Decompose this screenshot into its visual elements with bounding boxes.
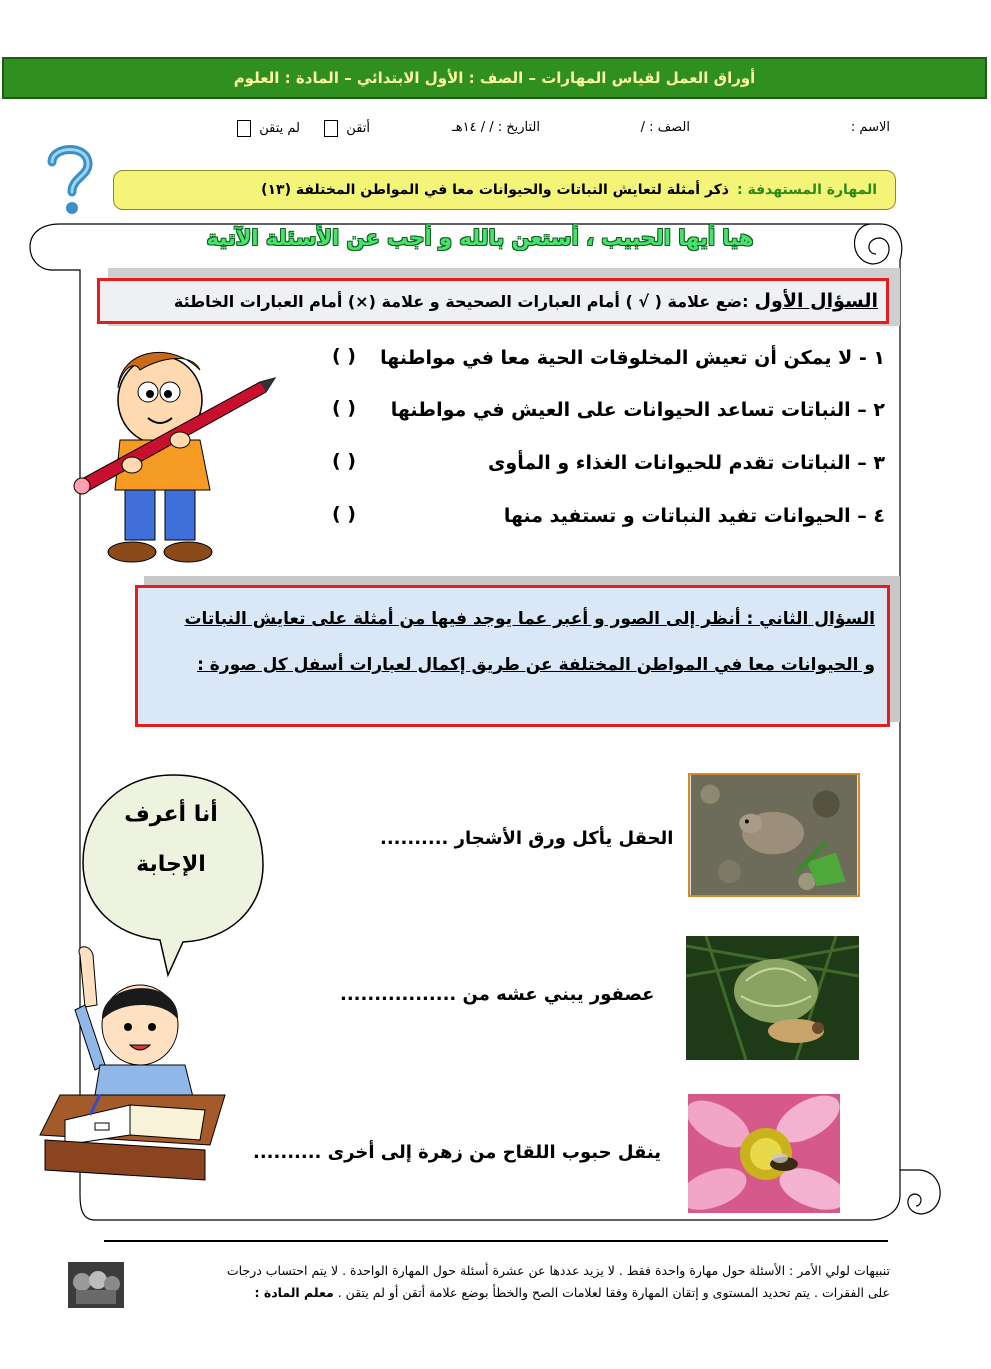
bubble-text [96,790,246,890]
statement-row [325,446,885,480]
parent-notes-line-2 [130,1282,890,1304]
fill-in-sentence: عصفور يبني عشه من ................. [340,984,655,1005]
footer-logo-icon [68,1262,124,1308]
mouse-photo [688,773,860,897]
statement-row [325,393,885,427]
footer-divider [104,1240,888,1242]
motto-heading: هيا أيها الحبيب ، أستعن بالله و أجب عن الأسئلة الآتية [206,226,754,250]
target-skill-label: المهارة المستهدفة : [737,182,877,198]
worksheet-title: أوراق العمل لقياس المهارات – الصف : الأول الابتدائي – المادة : العلوم [233,69,756,87]
parent-notes-line-2-text: على الفقرات . يتم تحديد المستوى و إتقان المهارة وفقا لعلامات الصح والخطأ بوضع علامة أتقن أو لم يتقن . [337,1285,890,1300]
statement-text: ١ - لا يمكن أن تعيش المخلوقات الحية معا في مواطنها [380,347,885,369]
answer-blank[interactable]: ( ) [332,450,356,472]
q2-line-2: و الحيوانات معا في المواطن المختلفة عن طريق إكمال لعبارات أسفل كل صورة : [197,655,875,675]
date-label: التاريخ : / / ١٤هـ [451,120,540,135]
statement-text: ٤ – الحيوانات تفيد النباتات و تستفيد منها [503,505,885,527]
teacher-label: معلم المادة : [254,1285,334,1300]
answer-blank[interactable]: ( ) [332,397,356,419]
not-mastered-label: لم يتقن [259,121,300,136]
target-skill-text: ذكر أمثلة لتعايش النباتات والحيوانات معا في المواطن المختلفة (١٣) [261,182,729,198]
parent-notes [130,1260,890,1304]
statement-row [325,341,885,375]
q2-line-1: السؤال الثاني : أنظر إلى الصور و أعبر عما يوجد فيها من أمثلة على تعايش النباتات [184,609,875,629]
q1-title: السؤال الأول [754,290,878,312]
mastered-label: أتقن [346,121,370,136]
q1-instruction: :ضع علامة ( √ ) أمام العبارات الصحيحة و علامة (×) أمام العبارات الخاطئة [173,291,749,311]
answer-blank[interactable]: ( ) [332,503,356,525]
boy-at-desk-illustration [35,945,235,1185]
statement-row [325,499,885,533]
q2-header [135,585,890,727]
class-label: الصف : / [640,120,690,135]
answer-blank[interactable]: ( ) [332,345,356,367]
name-label: الاسم : [850,120,890,135]
statement-text: ٣ – النباتات تقدم للحيوانات الغذاء و المأوى [487,452,885,474]
bubble-line-2: الإجابة [136,852,206,877]
q1-header [97,278,889,324]
statement-text: ٢ – النباتات تساعد الحيوانات على العيش في مواطنها [390,399,885,421]
bubble-line-1: أنا أعرف [124,802,218,827]
parent-notes-line-1: تنبيهات لولي الأمر : الأسئلة حول مهارة واحدة فقط . لا يزيد عددها عن عشرة أسئلة حول المهارة الواحدة . لا يتم احتساب درجات [226,1263,890,1278]
fill-in-sentence: الحقل يأكل ورق الأشجار .......... [380,828,674,849]
bird-nest-photo [686,936,859,1060]
boy-with-pencil-illustration [60,330,290,575]
flower-bee-photo [688,1094,840,1213]
fill-in-sentence: ينقل حبوب اللقاح من زهرة إلى أخرى .......... [253,1142,662,1163]
